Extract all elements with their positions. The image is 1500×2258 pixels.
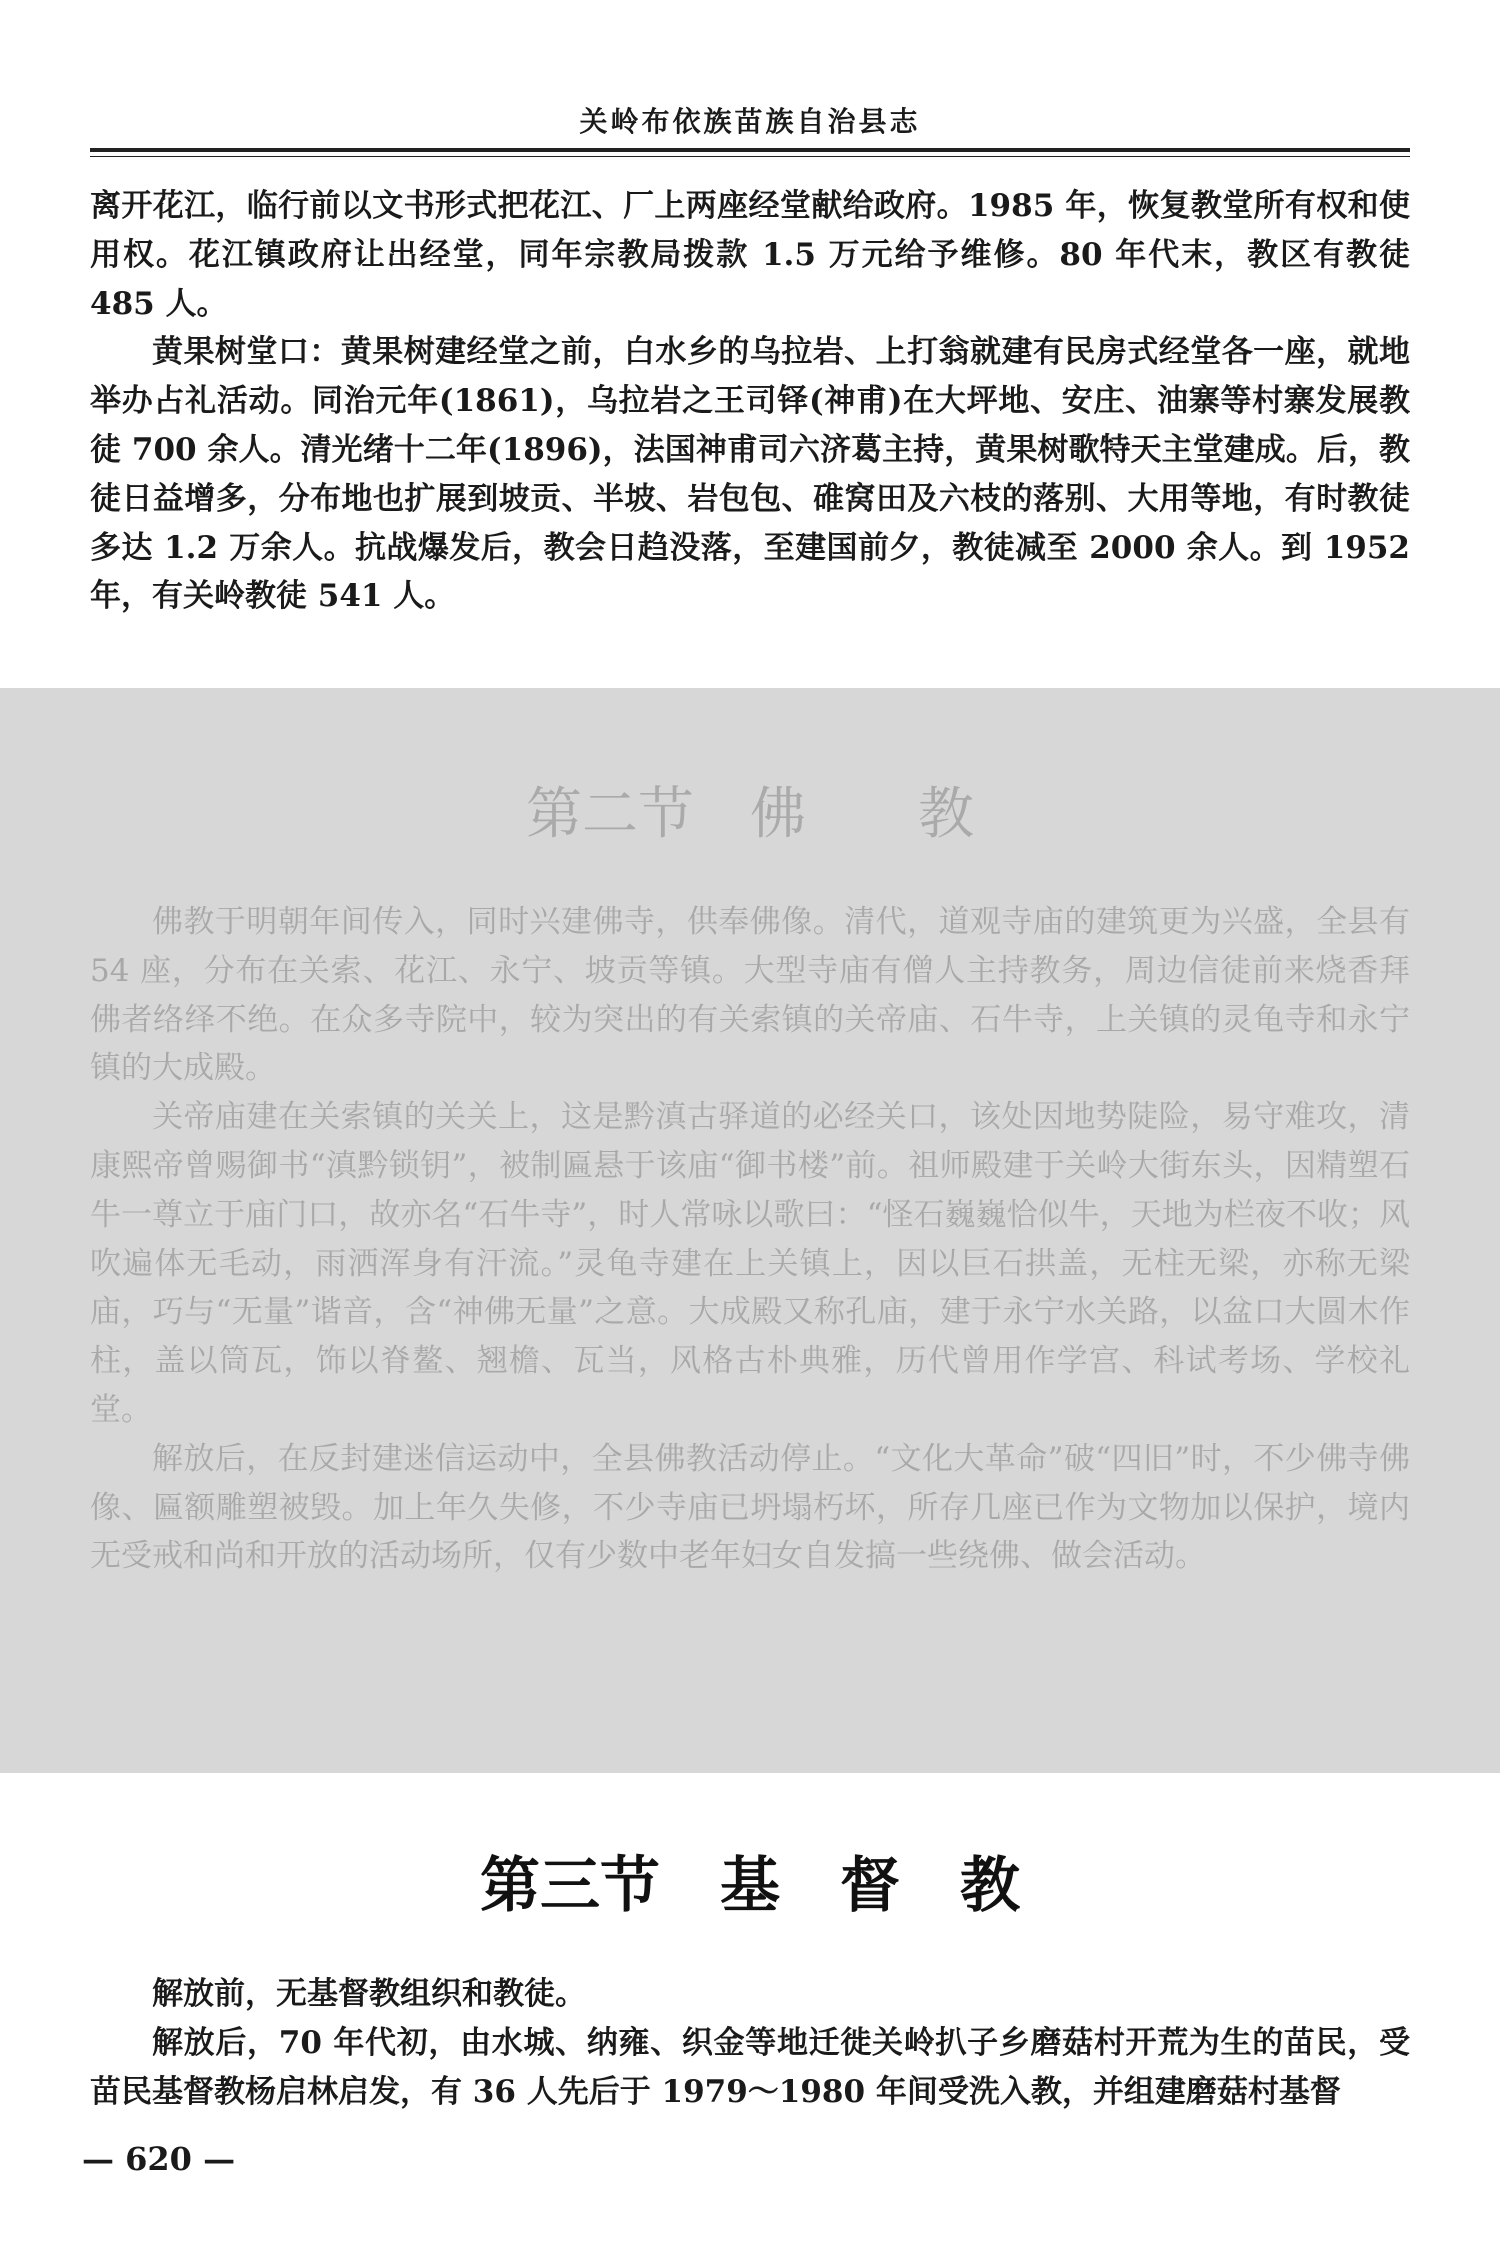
christianity-text-block — [90, 1970, 1410, 2116]
page-header-title: 关岭布依族苗族自治县志 — [579, 105, 921, 138]
paragraph-after-liberation: 解放后，在反封建迷信运动中，全县佛教活动停止。“文化大革命”破“四旧”时，不少佛寺佛像、匾额雕塑被毁。加上年久失修，不少寺庙已坍塌朽坏，所存几座已作为文物加以保护，境内无受戒和尚和开放的活动场所，仅有少数中老年妇女自发搞一些绕佛、做会活动。 — [90, 1440, 1410, 1575]
paragraph-buddhism-intro: 佛教于明朝年间传入，同时兴建佛寺，供奉佛像。清代，道观寺庙的建筑更为兴盛，全县有 54 座，分布在关索、花江、永宁、坡贡等镇。大型寺庙有僧人主持教务，周边信徒前来烧香拜佛者络绎不绝。在众多寺院中，较为突出的有关索镇的关帝庙、石牛寺，上关镇的灵龟寺和永宁镇的大成殿。 — [90, 904, 1410, 1087]
section-title-christianity: 第三节 基 督 教 — [480, 1851, 1020, 1921]
paragraph-temples: 关帝庙建在关索镇的关关上，这是黔滇古驿道的必经关口，该处因地势陡险，易守难攻，清康熙帝曾赐御书“滇黔锁钥”，被制匾悬于该庙“御书楼”前。祖师殿建于关岭大街东头，因精塑石牛一尊立于庙门口，故亦名“石牛寺”，时人常咏以歌曰：“怪石巍巍恰似牛，天地为栏夜不收；风吹遍体无毛动，雨洒浑身有汗流。”灵龟寺建在上关镇上，因以巨石拱盖，无柱无梁，亦称无梁庙，巧与“无量”谐音，含“神佛无量”之意。大成殿又称孔庙，建于永宁水关路，以盆口大圆木作柱，盖以筒瓦，饰以脊鳌、翘檐、瓦当，风格古朴典雅，历代曾用作学宫、科试考场、学校礼堂。 — [90, 1099, 1410, 1428]
section-title-buddhism: 第二节 佛 教 — [526, 782, 974, 847]
buddhism-text-block — [90, 898, 1410, 1581]
paragraph-huajiang-continued: 离开花江，临行前以文书形式把花江、厂上两座经堂献给政府。1985 年，恢复教堂所有权和使用权。花江镇政府让出经堂，同年宗教局拨款 1.5 万元给予维修。80 年代末，教区有教徒 485 人。 — [90, 188, 1410, 322]
header-rule-thick — [90, 148, 1410, 152]
header-rule-thin — [90, 156, 1410, 157]
paragraph-before-liberation: 解放前，无基督教组织和教徒。 — [152, 1976, 586, 2012]
paragraph-huangguoshu: 黄果树堂口：黄果树建经堂之前，白水乡的乌拉岩、上打翁就建有民房式经堂各一座，就地举办占礼活动。同治元年(1861)，乌拉岩之王司铎(神甫)在大坪地、安庄、油寨等村寨发展教徒 700 余人。清光绪十二年(1896)，法国神甫司六济葛主持，黄果树歌特天主堂建成。后，教徒日益增多，分布地也扩展到坡贡、半坡、岩包包、碓窝田及六枝的落别、大用等地，有时教徒多达 1.2 万余人。抗战爆发后，教会日趋没落，至建国前夕，教徒减至 2000 余人。到 1952 年，有关岭教徒 541 人。 — [90, 334, 1410, 615]
page-number: — 620 — — [82, 2140, 236, 2178]
paragraph-christianity-after: 解放后，70 年代初，由水城、纳雍、织金等地迁徙关岭扒子乡磨菇村开荒为生的苗民，受苗民基督教杨启林启发，有 36 人先后于 1979～1980 年间受洗入教，并组建磨菇村基督 — [90, 2024, 1410, 2110]
top-text-block — [90, 182, 1410, 621]
